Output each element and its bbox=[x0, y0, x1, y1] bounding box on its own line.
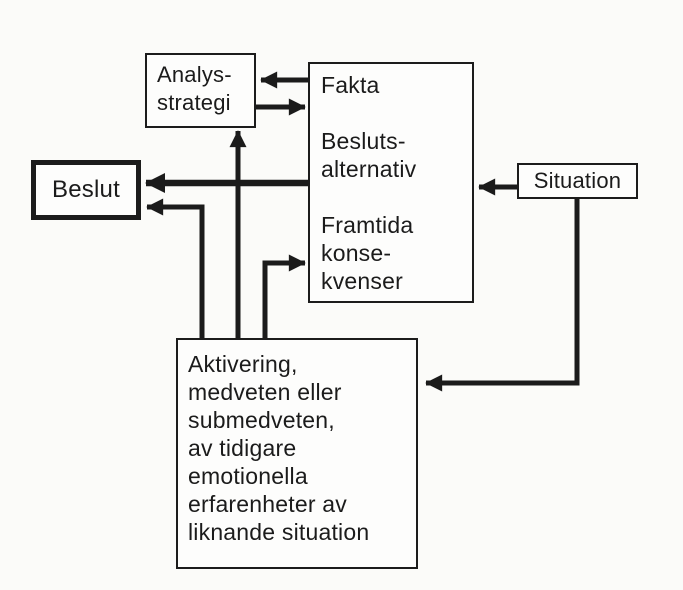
aktivering-label-line4: av tidigare bbox=[188, 435, 297, 461]
aktivering-label-line6: erfarenheter av bbox=[188, 491, 347, 517]
arrow-aktivering-to-beslut bbox=[147, 207, 202, 338]
center-label-framtida: Framtida bbox=[321, 212, 414, 238]
fakta-beslutsalternativ-konsekvenser-node bbox=[308, 62, 474, 303]
situation-label: Situation bbox=[533, 168, 622, 193]
situation-node bbox=[517, 163, 638, 199]
aktivering-label-line7: liknande situation bbox=[188, 519, 370, 545]
aktivering-label-line3: submedveten, bbox=[188, 407, 335, 433]
aktivering-node bbox=[176, 338, 418, 569]
analysstrategi-label-line2: strategi bbox=[157, 90, 231, 115]
center-label-fakta: Fakta bbox=[321, 72, 380, 98]
beslut-label: Beslut bbox=[52, 176, 120, 203]
aktivering-label-line2: medveten eller bbox=[188, 379, 342, 405]
arrow-aktivering-to-framtida-konsekvenser bbox=[265, 263, 305, 338]
center-label-alternativ: alternativ bbox=[321, 156, 417, 182]
center-label-spacer bbox=[321, 99, 472, 127]
analysstrategi-node bbox=[145, 53, 256, 128]
center-label-besluts: Besluts- bbox=[321, 128, 406, 154]
aktivering-label-line1: Aktivering, bbox=[188, 351, 298, 377]
center-label-kvenser: kvenser bbox=[321, 268, 403, 294]
beslut-node bbox=[31, 160, 141, 220]
center-label-konse: konse- bbox=[321, 240, 392, 266]
analysstrategi-label-line1: Analys- bbox=[157, 62, 232, 87]
aktivering-label-line5: emotionella bbox=[188, 463, 308, 489]
center-label-spacer2 bbox=[321, 183, 472, 211]
